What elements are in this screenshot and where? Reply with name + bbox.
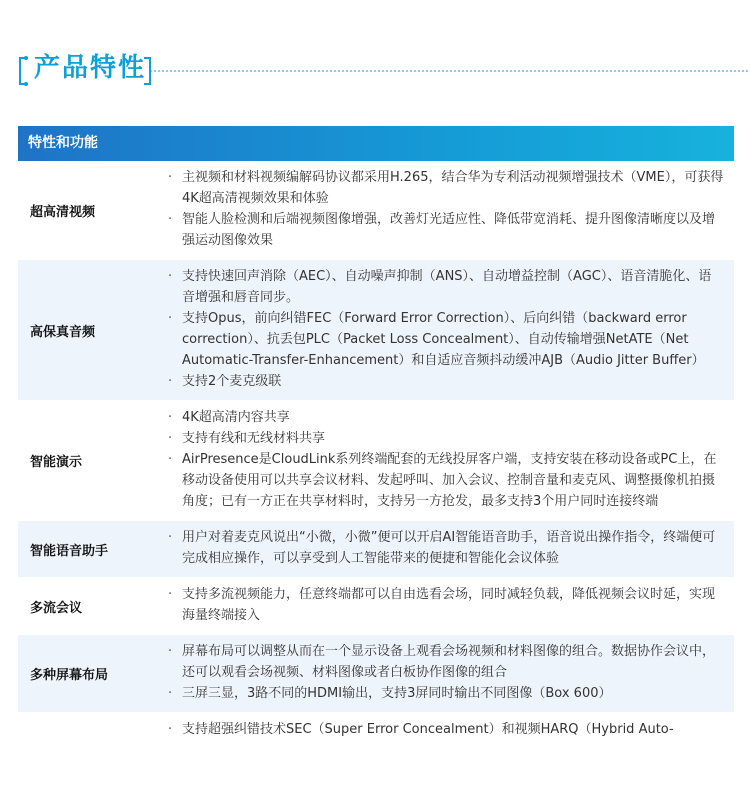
- feature-table: [18, 126, 734, 749]
- bullet-icon: ·: [168, 722, 173, 737]
- bullet-icon: ·: [168, 374, 173, 389]
- list-item: · 支持2个麦克级联: [168, 371, 724, 392]
- section-heading: [18, 40, 750, 100]
- list-item: · AirPresence是CloudLink系列终端配套的无线投屏客户端，支持安装在移动设备或PC上，在移动设备使用可以共享会议材料、发起呼叫、加入会议、控制音量和麦克风、调整摄像机拍摄角度；已有一方正在共享材料时，支持另一方抢发，最多支持3个用户同时连接终端: [168, 449, 724, 512]
- table-row: [18, 161, 734, 260]
- bullet-icon: ·: [168, 269, 173, 284]
- bullet-icon: ·: [168, 452, 173, 467]
- bullet-icon: ·: [168, 311, 173, 326]
- row-label: 智能语音助手: [30, 543, 109, 559]
- list-item: · 三屏三显，3路不同的HDMI输出，支持3屏同时输出不同图像（Box 600）: [168, 683, 724, 704]
- bullet-icon: ·: [168, 587, 173, 602]
- bullet-icon: ·: [168, 410, 173, 425]
- row-label: 智能演示: [30, 455, 83, 470]
- list-item: · 屏幕布局可以调整从而在一个显示设备上观看会场视频和材料图像的组合。数据协作会议中，还可以观看会场视频、材料图像或者白板协作图像的组合: [168, 641, 724, 683]
- list-item: · 用户对着麦克风说出“小微，小微”便可以开启AI智能语音助手，语音说出操作指令，终端便可完成相应操作，可以享受到人工智能带来的便捷和智能化会议体验: [168, 527, 724, 569]
- row-label: 超高清视频: [30, 204, 96, 220]
- table-row: [18, 635, 734, 713]
- list-item: · 智能人脸检测和后端视频图像增强，改善灯光适应性、降低带宽消耗、提升图像清晰度以及增强运动图像效果: [168, 209, 724, 251]
- list-item: · 支持超强纠错技术SEC（Super Error Concealment）和视频HARQ（Hybrid Auto-: [168, 719, 724, 740]
- table-header: 特性和功能: [18, 126, 734, 161]
- table-row: [18, 260, 734, 401]
- table-row: [18, 521, 734, 578]
- page-title: 产品特性: [34, 53, 147, 83]
- list-item: · 支持有线和无线材料共享: [168, 428, 724, 449]
- table-row: [18, 401, 734, 521]
- bullet-icon: ·: [168, 530, 173, 545]
- bullet-icon: ·: [168, 212, 173, 227]
- list-item: · 支持Opus，前向纠错FEC（Forward Error Correction）、后向纠错（backward error correction）、抗丢包PLC（Packet Loss Concealment）、自动传输增强NetATE（Net Automatic-Transfer-Enhancement）和自适应音频抖动缓冲AJB（Audio Jitter Buffer）: [168, 308, 724, 371]
- row-label: 多流会议: [30, 600, 83, 616]
- bullet-icon: ·: [168, 686, 173, 701]
- bullet-icon: ·: [168, 170, 173, 185]
- row-label: 多种屏幕布局: [30, 668, 109, 683]
- bullet-icon: ·: [168, 431, 173, 446]
- list-item: · 4K超高清内容共享: [168, 407, 724, 428]
- table-row: [18, 713, 734, 749]
- row-label: 高保真音频: [30, 324, 96, 340]
- table-row: [18, 578, 734, 635]
- list-item: · 支持快速回声消除（AEC）、自动噪声抑制（ANS）、自动增益控制（AGC）、语音清脆化、语音增强和唇音同步。: [168, 266, 724, 308]
- list-item: · 支持多流视频能力，任意终端都可以自由选看会场，同时减轻负载，降低视频会议时延，实现海量终端接入: [168, 584, 724, 626]
- list-item: · 主视频和材料视频编解码协议都采用H.265，结合华为专利活动视频增强技术（VME），可获得4K超高清视频效果和体验: [168, 167, 724, 209]
- bullet-icon: ·: [168, 644, 173, 659]
